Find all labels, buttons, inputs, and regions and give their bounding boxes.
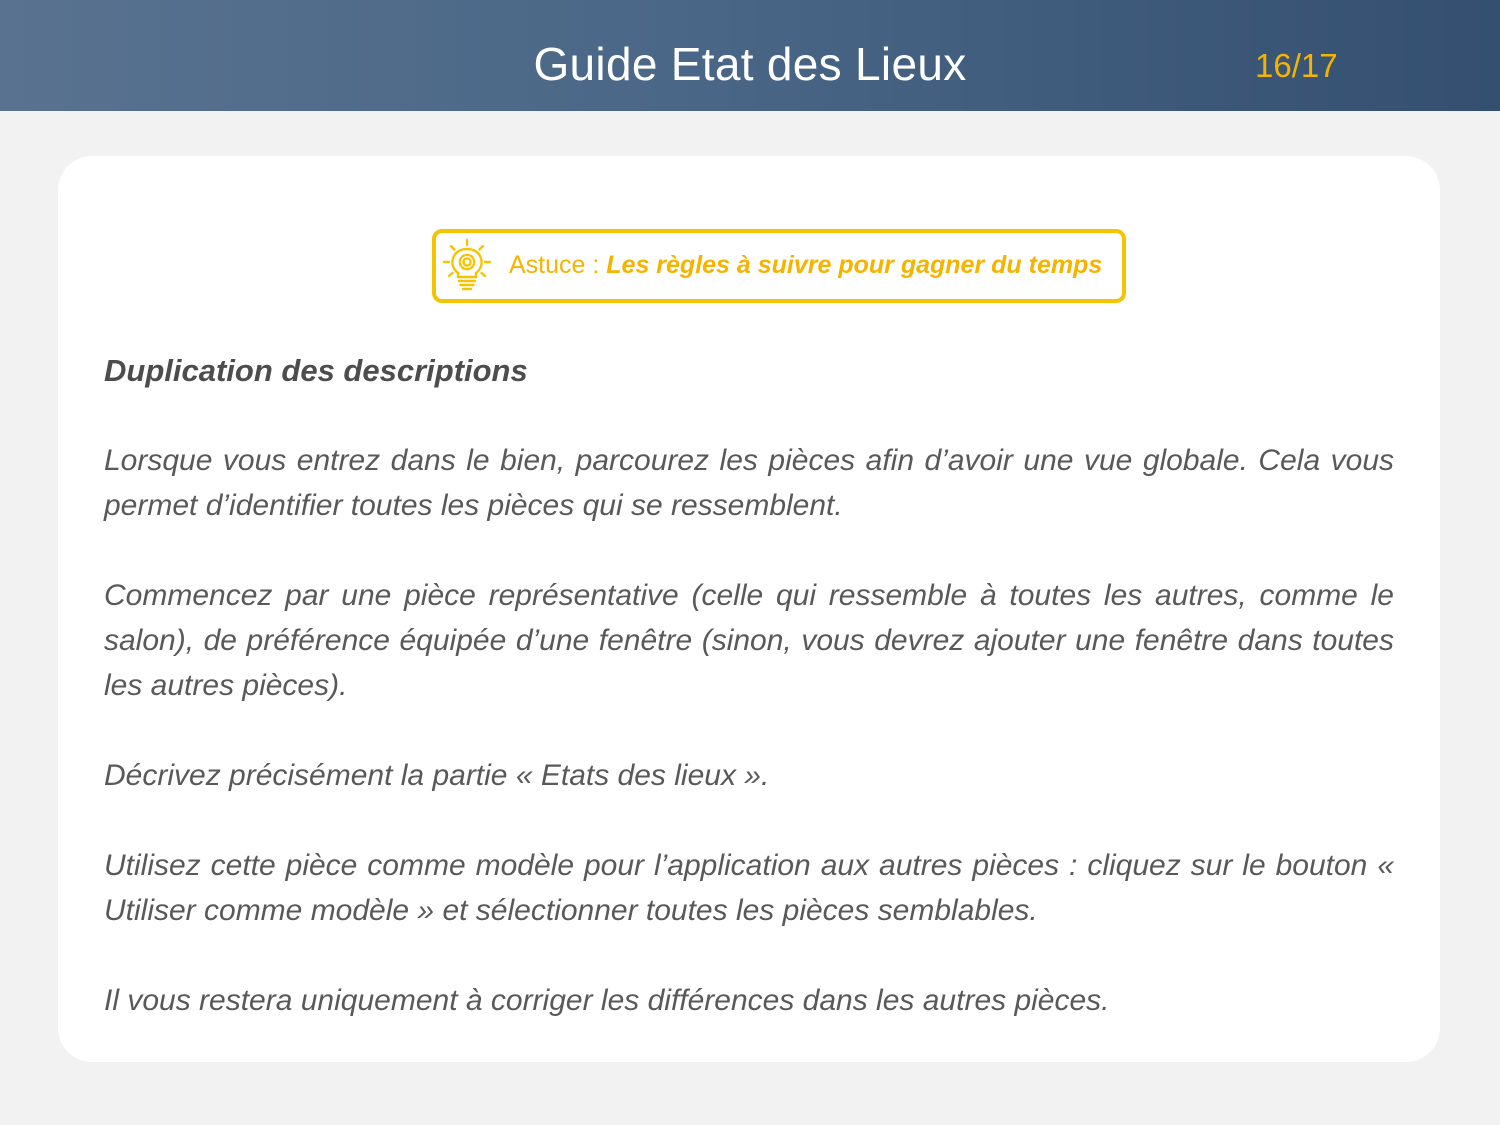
content-card (58, 156, 1440, 1062)
paragraph: Décrivez précisément la partie « Etats des lieux ». (104, 759, 770, 792)
page-header (0, 0, 1500, 111)
tip-emphasis: Les règles à suivre pour gagner du temps (606, 251, 1103, 279)
section-heading: Duplication des descriptions (104, 353, 528, 388)
tip-box (432, 229, 1126, 303)
tip-label: Astuce : (509, 251, 607, 279)
tip-text (509, 249, 1102, 281)
page-counter: 16/17 (1255, 47, 1338, 84)
paragraph: Commencez par une pièce représentative (celle qui ressemble à toutes les autres, comme le salon), de préférence équipée d’une fenêtre (sinon, vous devrez ajouter une fenêtre dans toutes les autres pièces). (104, 579, 1394, 702)
lightbulb-gear-icon (442, 238, 492, 294)
paragraph: Il vous restera uniquement à corriger les différences dans les autres pièces. (104, 984, 1110, 1017)
paragraph: Utilisez cette pièce comme modèle pour l’application aux autres pièces : cliquez sur le bouton « Utiliser comme modèle » et sélectionner toutes les pièces semblables. (104, 849, 1394, 927)
paragraph: Lorsque vous entrez dans le bien, parcourez les pièces afin d’avoir une vue globale. Cela vous permet d’identifier toutes les pièces qui se ressemblent. (104, 444, 1394, 522)
page-title: Guide Etat des Lieux (533, 38, 967, 90)
main-content (104, 348, 1394, 1023)
